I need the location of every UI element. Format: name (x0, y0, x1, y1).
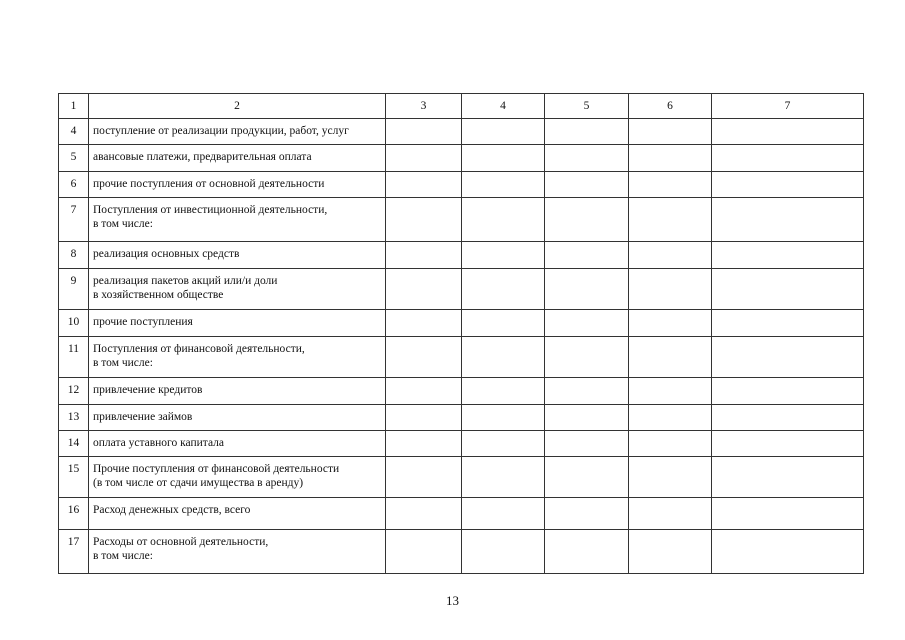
row-number-cell: 5 (59, 145, 89, 172)
value-cell (712, 198, 864, 242)
row-number-cell: 9 (59, 269, 89, 310)
table-row (59, 269, 864, 310)
value-cell (462, 378, 545, 405)
row-number-cell: 13 (59, 405, 89, 431)
header-cell: 5 (545, 94, 629, 119)
value-cell (712, 172, 864, 198)
header-cell: 2 (89, 94, 386, 119)
value-cell (712, 530, 864, 574)
value-cell (386, 269, 462, 310)
table-row (59, 498, 864, 530)
header-cell: 6 (629, 94, 712, 119)
table-row (59, 145, 864, 172)
table-row (59, 242, 864, 269)
row-label-cell: поступление от реализации продукции, работ, услуг (89, 119, 386, 145)
value-cell (629, 269, 712, 310)
value-cell (462, 498, 545, 530)
value-cell (462, 119, 545, 145)
row-label-cell: реализация основных средств (89, 242, 386, 269)
value-cell (629, 172, 712, 198)
value-cell (712, 337, 864, 378)
table-row (59, 530, 864, 574)
value-cell (712, 310, 864, 337)
row-number-cell: 11 (59, 337, 89, 378)
value-cell (629, 378, 712, 405)
table-row (59, 172, 864, 198)
value-cell (462, 310, 545, 337)
value-cell (712, 269, 864, 310)
row-number-cell: 6 (59, 172, 89, 198)
value-cell (712, 431, 864, 457)
row-number-cell: 15 (59, 457, 89, 498)
value-cell (712, 457, 864, 498)
table-row (59, 310, 864, 337)
row-number-cell: 7 (59, 198, 89, 242)
value-cell (462, 457, 545, 498)
row-number-cell: 16 (59, 498, 89, 530)
value-cell (545, 172, 629, 198)
value-cell (462, 145, 545, 172)
value-cell (462, 431, 545, 457)
value-cell (629, 119, 712, 145)
value-cell (462, 269, 545, 310)
value-cell (629, 530, 712, 574)
value-cell (386, 378, 462, 405)
value-cell (386, 498, 462, 530)
value-cell (545, 530, 629, 574)
row-label-cell: оплата уставного капитала (89, 431, 386, 457)
value-cell (629, 405, 712, 431)
cashflow-table (58, 93, 864, 574)
value-cell (462, 172, 545, 198)
table-row (59, 431, 864, 457)
table-row (59, 457, 864, 498)
row-label-cell: Поступления от инвестиционной деятельности, в том числе: (89, 198, 386, 242)
header-cell: 4 (462, 94, 545, 119)
table-row (59, 198, 864, 242)
value-cell (545, 498, 629, 530)
row-number-cell: 14 (59, 431, 89, 457)
value-cell (386, 431, 462, 457)
value-cell (386, 242, 462, 269)
header-cell: 7 (712, 94, 864, 119)
value-cell (712, 405, 864, 431)
table-row (59, 378, 864, 405)
row-label-cell: привлечение кредитов (89, 378, 386, 405)
value-cell (545, 198, 629, 242)
row-number-cell: 10 (59, 310, 89, 337)
value-cell (629, 145, 712, 172)
value-cell (545, 310, 629, 337)
value-cell (545, 242, 629, 269)
page-number: 13 (446, 593, 459, 608)
value-cell (545, 457, 629, 498)
value-cell (629, 498, 712, 530)
value-cell (462, 530, 545, 574)
value-cell (386, 198, 462, 242)
value-cell (712, 145, 864, 172)
row-label-cell: авансовые платежи, предварительная оплата (89, 145, 386, 172)
table-row (59, 337, 864, 378)
value-cell (629, 198, 712, 242)
value-cell (712, 242, 864, 269)
table-row (59, 119, 864, 145)
value-cell (386, 119, 462, 145)
row-number-cell: 8 (59, 242, 89, 269)
value-cell (545, 269, 629, 310)
value-cell (386, 172, 462, 198)
row-label-cell: привлечение займов (89, 405, 386, 431)
row-label-cell: прочие поступления от основной деятельности (89, 172, 386, 198)
row-number-cell: 4 (59, 119, 89, 145)
value-cell (386, 145, 462, 172)
row-label-cell: Прочие поступления от финансовой деятельности (в том числе от сдачи имущества в аренду) (89, 457, 386, 498)
value-cell (712, 378, 864, 405)
row-label-cell: реализация пакетов акций или/и доли в хозяйственном обществе (89, 269, 386, 310)
value-cell (386, 457, 462, 498)
row-label-cell: Расход денежных средств, всего (89, 498, 386, 530)
row-label-cell: Расходы от основной деятельности, в том числе: (89, 530, 386, 574)
row-number-cell: 12 (59, 378, 89, 405)
table-header-row (59, 94, 864, 119)
row-label-cell: Поступления от финансовой деятельности, в том числе: (89, 337, 386, 378)
table-row (59, 405, 864, 431)
header-cell: 3 (386, 94, 462, 119)
value-cell (462, 198, 545, 242)
row-label-cell: прочие поступления (89, 310, 386, 337)
row-number-cell: 17 (59, 530, 89, 574)
value-cell (545, 145, 629, 172)
value-cell (462, 242, 545, 269)
value-cell (386, 530, 462, 574)
value-cell (386, 337, 462, 378)
value-cell (545, 431, 629, 457)
value-cell (545, 337, 629, 378)
value-cell (386, 405, 462, 431)
value-cell (629, 431, 712, 457)
value-cell (712, 119, 864, 145)
value-cell (712, 498, 864, 530)
value-cell (386, 310, 462, 337)
value-cell (462, 337, 545, 378)
value-cell (545, 378, 629, 405)
header-cell: 1 (59, 94, 89, 119)
value-cell (462, 405, 545, 431)
value-cell (629, 242, 712, 269)
value-cell (629, 337, 712, 378)
value-cell (545, 119, 629, 145)
value-cell (629, 310, 712, 337)
value-cell (545, 405, 629, 431)
value-cell (629, 457, 712, 498)
